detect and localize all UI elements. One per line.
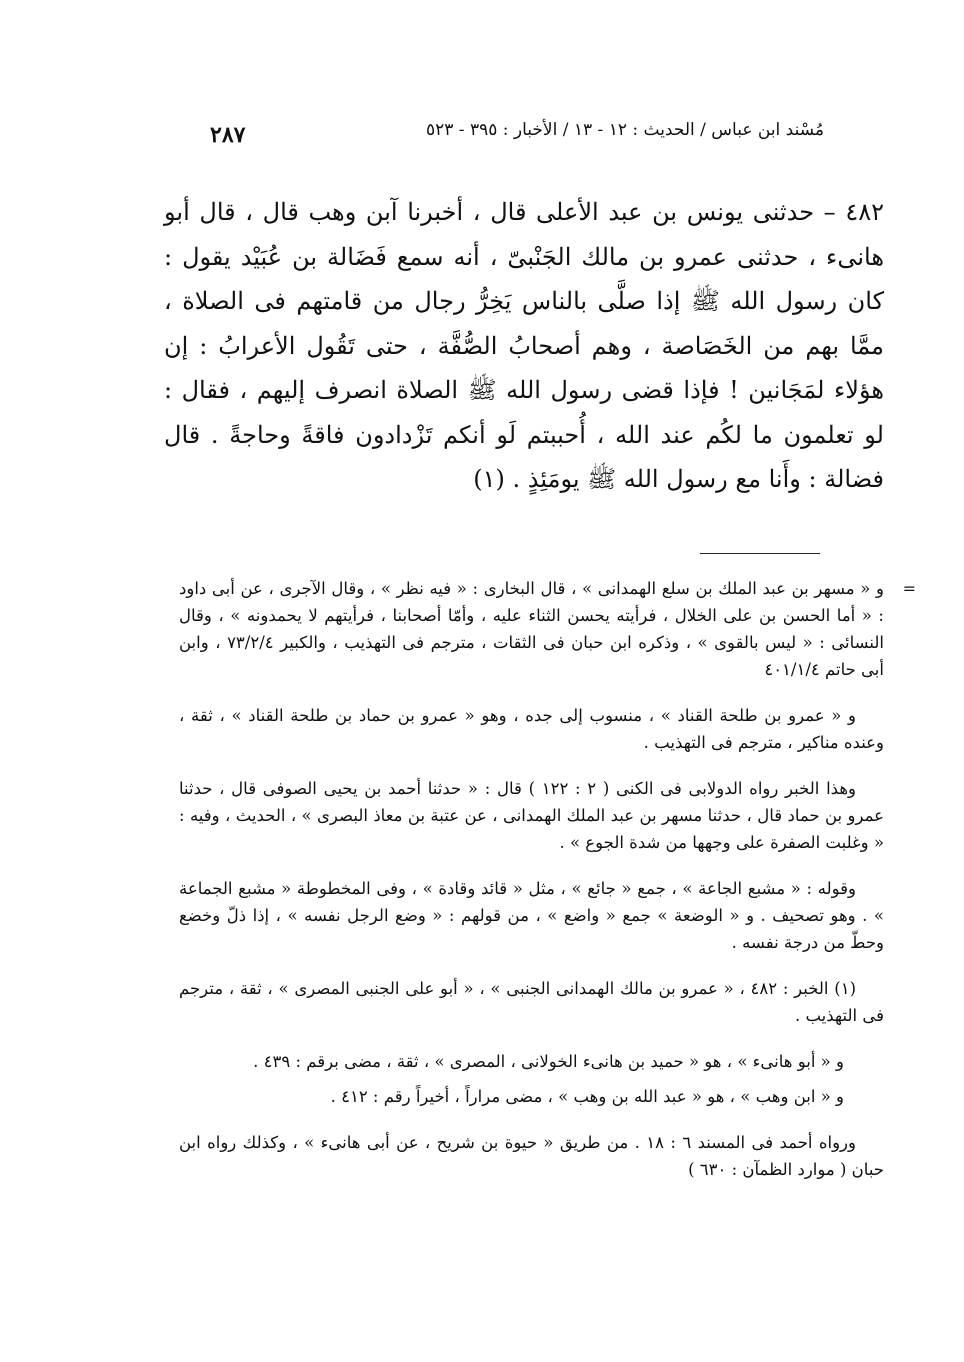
footnote-item: (١) الخبر : ٤٨٢ ، « عمرو بن مالك الهمدانى الجنبى » ، « أبو على الجنبى المصرى » ، ثقة ، مترجم فى التهذيب .	[179, 979, 884, 1025]
footnote-text: و « مسهر بن عبد الملك بن سلع الهمدانى » ، قال البخارى : « فيه نظر » ، وقال الآجرى ، عن أبى داود : « أما الحسن بن على الخلال ، فرأيته يحسن الثناء عليه ، وأمّا أصحابنا ، فرأيتهم لا يحمدونه » ، وقال النسائى : « ليس بالقوى » ، وذكره ابن حبان فى الثقات ، مترجم فى التهذيب ، والكبير ٧٣/٢/٤ ، وابن أبى حاتم ٤٠١/١/٤	[179, 579, 884, 679]
footnote-item: و « عمرو بن طلحة القناد » ، منسوب إلى جده ، وهو « عمرو بن حماد بن طلحة القناد » ، ثقة ، وعنده مناكير ، مترجم فى التهذيب .	[179, 706, 884, 752]
footnotes	[179, 575, 916, 1202]
running-header: مُسْند ابن عباس / الحديث : ١٢ - ١٣ / الأخبار : ٣٩٥ - ٥٢٣	[425, 120, 824, 140]
footnote-item: و « أبو هانىء » ، هو « حميد بن هانىء الخولانى ، المصرى » ، ثقة ، مضى برقم : ٤٣٩ .	[253, 1052, 844, 1071]
footnote-item	[179, 575, 916, 683]
page-number: ٢٨٧	[210, 122, 246, 148]
footnote-item: وهذا الخبر رواه الدولابى فى الكنى ( ٢ : ١٢٢ ) قال : « حدثنا أحمد بن يحيى الصوفى قال ، حدثنا عمرو بن حماد قال ، حدثنا مسهر بن عبد الملك الهمدانى ، عن عتبة بن معاذ البصرى » ، الحديث ، وفيه : « وغلبت الصفرة على وجهها من شدة الجوع » .	[179, 779, 884, 852]
footnote-item: وقوله : « مشبع الجاعة » ، جمع « جائع » ، مثل « قائد وقادة » ، وفى المخطوطة « مشبع الجماعة » . وهو تصحيف . و « الوضعة » جمع « واضع » ، من قولهم : « وضع الرجل نفسه » ، إذا ذلّ وخضع وحطّ من درجة نفسه .	[179, 879, 884, 952]
footnote-item: ورواه أحمد فى المسند ٦ : ١٨ . من طريق « حيوة بن شريح ، عن أبى هانىء » ، وكذلك رواه ابن حبان ( موارد الظمآن : ٦٣٠ )	[179, 1133, 884, 1179]
hadith-paragraph: ٤٨٢ – حدثنى يونس بن عبد الأعلى قال ، أخبرنا آبن وهب قال ، قال أبو هانىء ، حدثنى عمرو بن مالك الجَنْبىّ ، أنه سمع فَضَالة بن عُبَيْد يقول : كان رسول الله ﷺ إذا صلَّى بالناس يَخِرُّ رجال من قامتهم فى الصلاة ، ممَّا بهم من الخَصَاصة ، وهم أصحابُ الصُّفَّة ، حتى تَقُول الأعرابُ : إن هؤلاء لمَجَانين ! فإذا قضى رسول الله ﷺ الصلاة انصرف إليهم ، فقال : لو تعلمون ما لكُم عند الله ، أُحببتم لَو أنكم تَزْدادون فاقةً وحاجةً . قال فضالة : وأَنا مع رسول الله ﷺ يومَئِذٍ . (١)	[164, 198, 884, 493]
continuation-mark: =	[902, 579, 916, 598]
hadith-text	[164, 190, 884, 502]
footnote-item: و « ابن وهب » ، هو « عبد الله بن وهب » ، مضى مراراً ، أخيراً رقم : ٤١٢ .	[330, 1087, 844, 1106]
footnote-separator	[700, 553, 820, 554]
